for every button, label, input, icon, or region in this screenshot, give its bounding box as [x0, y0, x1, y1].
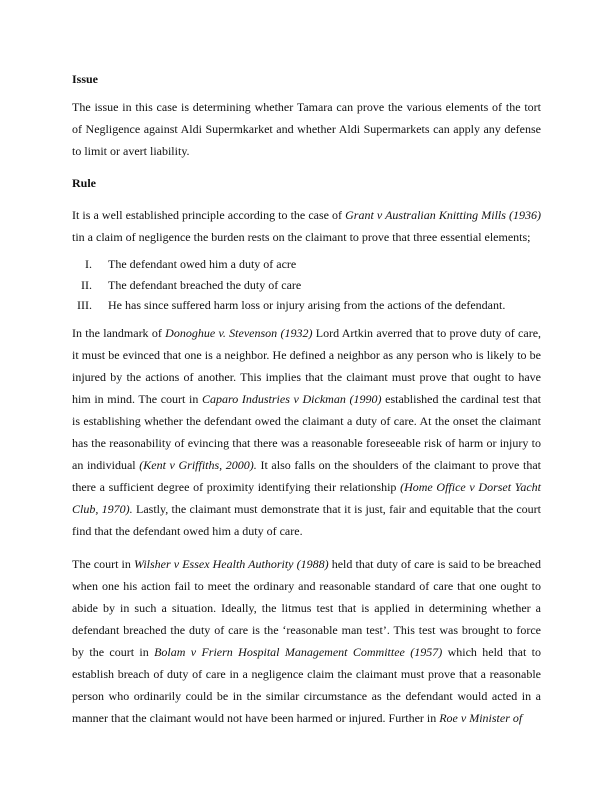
list-item: [72, 254, 541, 275]
list-item: [72, 275, 541, 296]
case-citation: Bolam v Friern Hospital Management Committee (1957): [154, 644, 443, 659]
text-run: The court in: [72, 556, 134, 571]
document-page: [72, 72, 541, 729]
text-run: Lastly, the claimant must demonstrate that it is just, fair and equitable that the court find that the defendant owed him a duty of care.: [72, 501, 541, 538]
breach-paragraph: [72, 553, 541, 729]
text-run: tin a claim of negligence the burden rests on the claimant to prove that three essential elements;: [72, 230, 531, 244]
case-citation: Wilsher v Essex Health Authority (1988): [133, 556, 329, 571]
elements-list: [72, 254, 541, 316]
text-run: It also falls on the shoulders of the claimant to prove that there a sufficient degree of proximity identifying their relationship: [72, 457, 541, 494]
list-number: II.: [81, 277, 92, 292]
text-run: It is a well established principle according to the case of: [72, 208, 346, 222]
list-text: The defendant breached the duty of care: [108, 277, 302, 292]
text-run: Lord Artkin averred that to prove duty of care, it must be evinced that one is a neighbor. He defined a neighbor as any person who is likely to be injured by the actions of another. This implies that the claimant must prove that ought to have him in mind. The court in: [72, 325, 542, 406]
list-text: He has since suffered harm loss or injury arising from the actions of the defendant.: [108, 298, 506, 312]
case-citation: (Home Office v Dorset Yacht Club, 1970).: [72, 479, 541, 516]
text-run: In the landmark of: [72, 325, 166, 340]
rule-intro-paragraph: [72, 204, 541, 248]
issue-heading: Issue: [72, 72, 99, 86]
list-number: III.: [77, 298, 92, 312]
case-citation: Roe v Minister of: [439, 710, 523, 725]
issue-paragraph: The issue in this case is determining whether Tamara can prove the various elements of the tort of Negligence against Aldi Supermkarket and whether Aldi Supermarkets can apply any defense to limit or avert liability.: [72, 100, 541, 158]
case-citation: Caparo Industries v Dickman (1990): [202, 391, 382, 406]
list-number: I.: [85, 257, 92, 271]
duty-of-care-paragraph: [72, 322, 541, 542]
case-citation: Grant v Australian Knitting Mills (1936): [345, 208, 541, 222]
rule-heading: Rule: [72, 176, 96, 190]
text-run: which held that to establish breach of duty of care in a negligence claim the claimant must prove that a reasonable person who ordinarily could be in the similar circumstance as the defendant would acted in a manner that the claimant would not have been harmed or injured. Further in: [72, 644, 541, 725]
list-item: [72, 295, 541, 316]
text-run: held that duty of care is said to be breached when one his action fail to meet the ordinary and reasonable standard of care that one ought to abide by in such a situation. Ideally, the litmus test that is applied in determining whether a defendant breached the duty of care is the ‘reasonable man test’. This test was brought to force by the court in: [72, 556, 541, 659]
case-citation: (Kent v Griffiths, 2000).: [139, 457, 257, 472]
text-run: established the cardinal test that is establishing whether the defendant owed the claimant a duty of care. At the onset the claimant has the reasonability of evincing that there was a reasonable foreseeable risk of harm or injury to an individual: [72, 391, 541, 472]
case-citation: Donoghue v. Stevenson (1932): [165, 325, 313, 340]
list-text: The defendant owed him a duty of acre: [108, 257, 297, 271]
